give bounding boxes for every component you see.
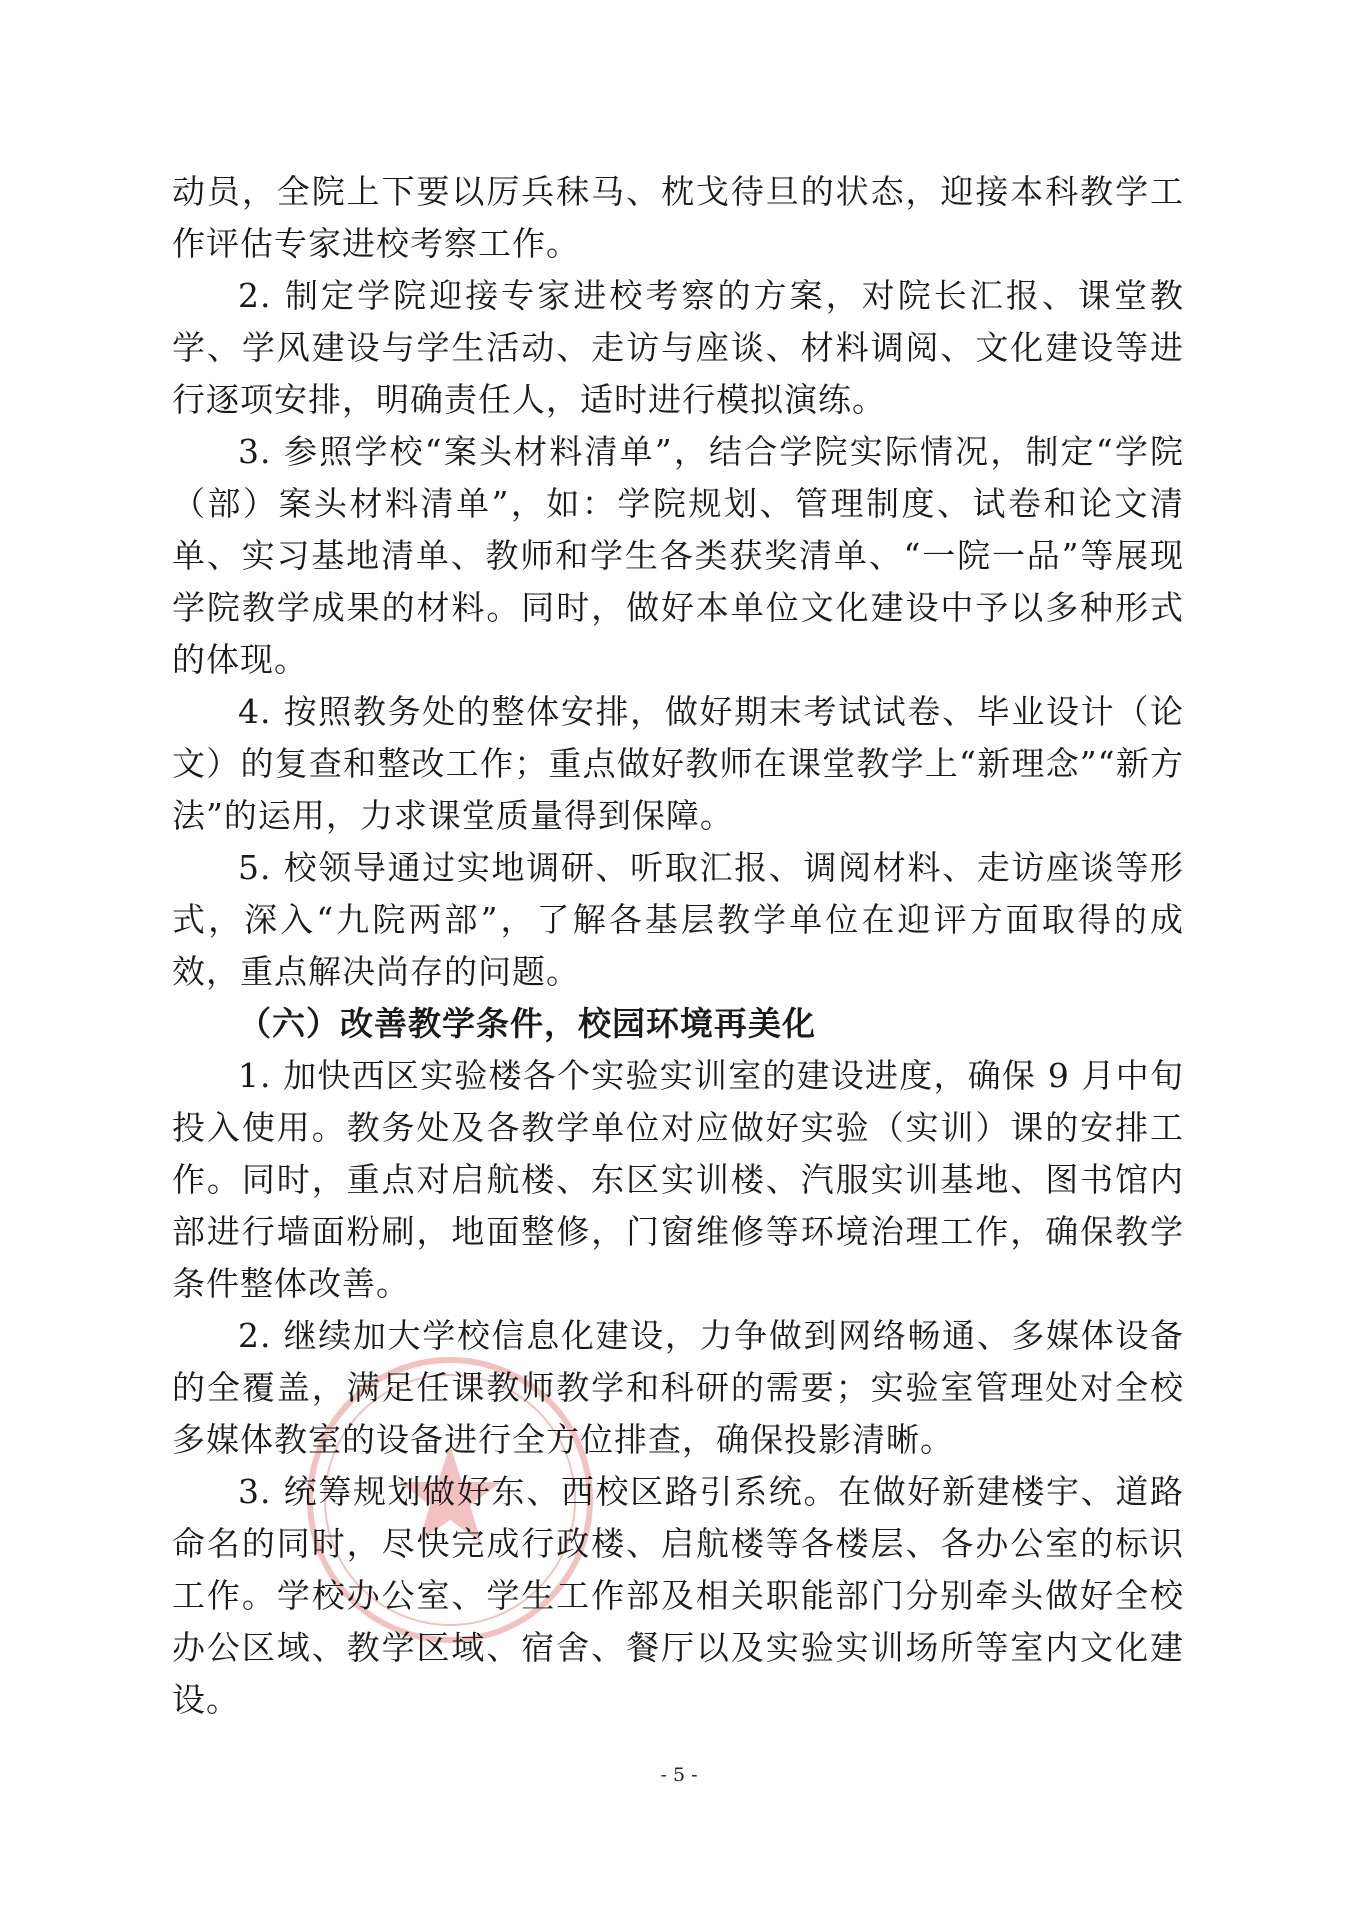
paragraph-item-3: 3. 参照学校“案头材料清单”，结合学院实际情况，制定“学院（部）案头材料清单”，如：学院规划、管理制度、试卷和论文清单、实习基地清单、教师和学生各类获奖清单、“一院一品”等展现学院教学成果的材料。同时，做好本单位文化建设中予以多种形式的体现。 [172, 432, 1184, 679]
section-paragraph-2: 2. 继续加大学校信息化建设，力争做到网络畅通、多媒体设备的全覆盖，满足任课教师教学和科研的需要；实验室管理处对全校多媒体教室的设备进行全方位排查，确保投影清晰。 [172, 1316, 1184, 1459]
paragraph-item-4: 4. 按照教务处的整体安排，做好期末考试试卷、毕业设计（论文）的复查和整改工作；重点做好教师在课堂教学上“新理念”“新方法”的运用，力求课堂质量得到保障。 [172, 692, 1184, 835]
section-heading: （六）改善教学条件，校园环境再美化 [238, 1004, 816, 1043]
section-paragraph-1: 1. 加快西区实验楼各个实验实训室的建设进度，确保 9 月中旬投入使用。教务处及各教学单位对应做好实验（实训）课的安排工作。同时，重点对启航楼、东区实训楼、汽服实训基地、图书馆内部进行墙面粉刷，地面整修，门窗维修等环境治理工作，确保教学条件整体改善。 [172, 1056, 1184, 1303]
document-body [172, 166, 1184, 1726]
section-paragraph-3: 3. 统筹规划做好东、西校区路引系统。在做好新建楼宇、道路命名的同时，尽快完成行政楼、启航楼等各楼层、各办公室的标识工作。学校办公室、学生工作部及相关职能部门分别牵头做好全校办公区域、教学区域、宿舍、餐厅以及实验实训场所等室内文化建设。 [172, 1472, 1184, 1719]
page-number: - 5 - [660, 1764, 698, 1786]
paragraph-continuation: 动员，全院上下要以厉兵秣马、枕戈待旦的状态，迎接本科教学工作评估专家进校考察工作。 [172, 172, 1184, 263]
paragraph-item-2: 2. 制定学院迎接专家进校考察的方案，对院长汇报、课堂教学、学风建设与学生活动、走访与座谈、材料调阅、文化建设等进行逐项安排，明确责任人，适时进行模拟演练。 [172, 276, 1184, 419]
paragraph-item-5: 5. 校领导通过实地调研、听取汇报、调阅材料、走访座谈等形式，深入“九院两部”，了解各基层教学单位在迎评方面取得的成效，重点解决尚存的问题。 [172, 848, 1184, 991]
